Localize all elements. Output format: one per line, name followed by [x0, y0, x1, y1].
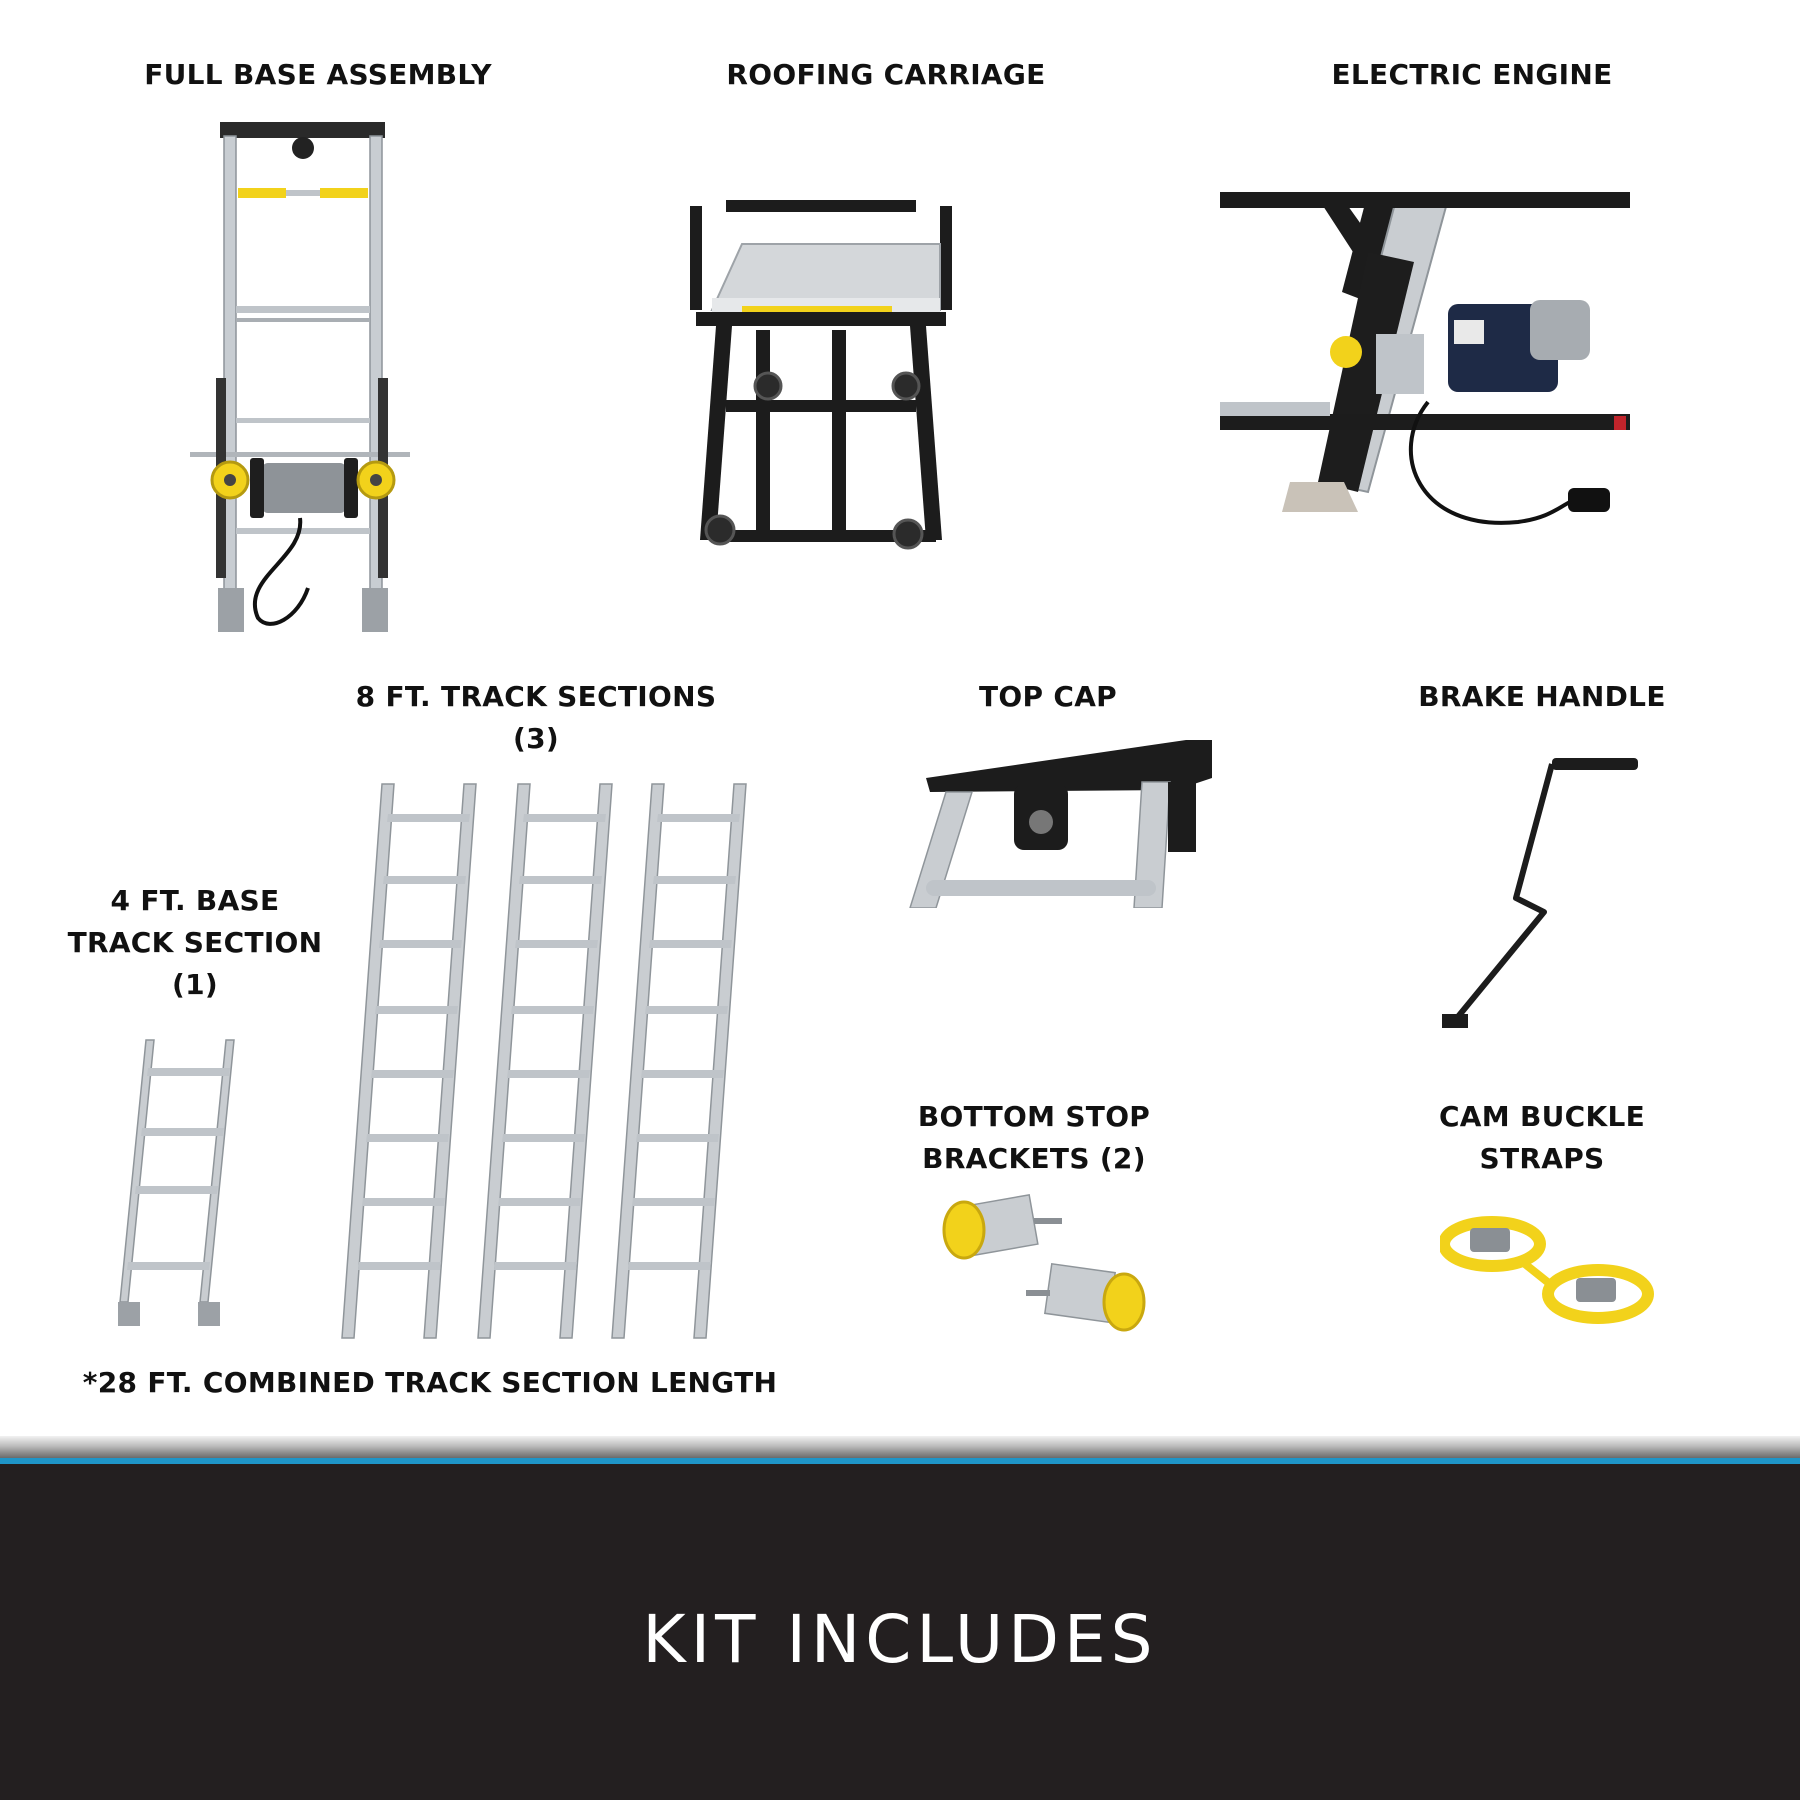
base-track-4ft-image	[114, 1036, 244, 1336]
label-electric-engine: ELECTRIC ENGINE	[1331, 58, 1613, 91]
full-base-assembly-image	[180, 118, 420, 638]
accent-line	[0, 1458, 1800, 1464]
label-roofing-carriage: ROOFING CARRIAGE	[726, 58, 1046, 91]
electric-engine-image	[1218, 192, 1638, 572]
bottom-stop-brackets-image	[936, 1190, 1166, 1340]
label-cam-buckle-straps: CAM BUCKLE STRAPS	[1438, 1100, 1646, 1175]
roofing-carriage-image	[676, 200, 966, 560]
label-bottom-stop-brackets: BOTTOM STOP BRACKETS (2)	[917, 1100, 1151, 1175]
label-full-base-assembly: FULL BASE ASSEMBLY	[144, 58, 492, 91]
track-sections-8ft-image	[336, 778, 756, 1348]
combined-length-note: *28 FT. COMBINED TRACK SECTION LENGTH	[82, 1366, 778, 1399]
label-track-sections-8ft: 8 FT. TRACK SECTIONS (3)	[355, 680, 717, 755]
footer-title: KIT INCLUDES	[642, 1601, 1158, 1678]
label-top-cap: TOP CAP	[978, 680, 1117, 713]
steel-strip	[0, 1436, 1800, 1458]
label-brake-handle: BRAKE HANDLE	[1418, 680, 1666, 713]
top-cap-image	[906, 738, 1216, 908]
brake-handle-image	[1432, 756, 1652, 1036]
cam-buckle-straps-image	[1440, 1212, 1660, 1332]
label-base-track-4ft: 4 FT. BASE TRACK SECTION (1)	[67, 884, 323, 1001]
